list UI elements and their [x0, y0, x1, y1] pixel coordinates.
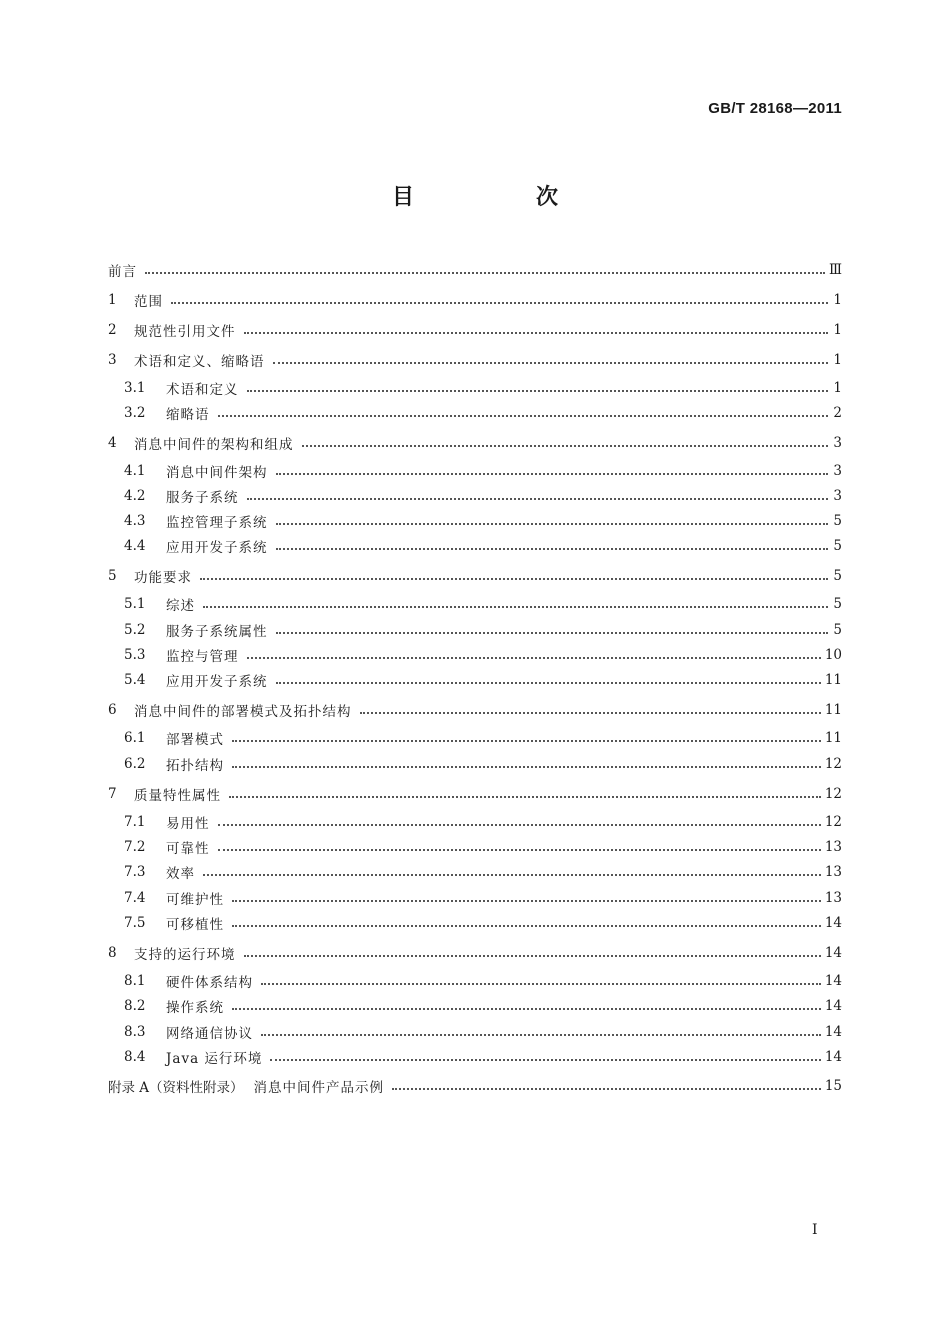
toc-entry-page: 14	[824, 998, 842, 1014]
dot-leader	[247, 390, 829, 392]
toc-entry-number: 8.3	[124, 1024, 146, 1040]
toc-entry-label: 缩略语	[166, 407, 210, 423]
toc-entry-label: 术语和定义	[166, 382, 239, 398]
toc-entry-label: 消息中间件架构	[166, 465, 268, 481]
dot-leader	[218, 415, 829, 417]
toc-entry-label: 监控管理子系统	[166, 515, 268, 531]
toc-entry-number: 4.3	[124, 513, 146, 529]
toc-entry[interactable]	[124, 670, 842, 690]
dot-leader	[244, 955, 821, 957]
toc-entry-page: 12	[824, 786, 842, 802]
toc-entry-number: 6	[108, 702, 117, 718]
toc-entry-number: 7.1	[124, 814, 146, 830]
toc-entry-page: 14	[824, 1024, 842, 1040]
toc-entry-label: 效率	[166, 866, 195, 882]
toc-entry-page: 3	[833, 463, 842, 479]
toc-entry-page: 1	[833, 292, 842, 308]
dot-leader	[247, 498, 829, 500]
toc-entry-page: 1	[833, 322, 842, 338]
toc-entry-label: Java 运行环境	[166, 1051, 263, 1067]
toc-entry[interactable]	[108, 350, 842, 370]
dot-leader	[232, 900, 821, 902]
toc-entry-number: 7.4	[124, 890, 146, 906]
toc-entry-number: 6.2	[124, 756, 146, 772]
toc-entry-number: 8	[108, 945, 117, 961]
toc-entry-page: 12	[824, 814, 842, 830]
toc-entry-label: 可维护性	[166, 892, 224, 908]
toc-entry[interactable]	[124, 754, 842, 774]
toc-entry-number: 3	[108, 352, 117, 368]
dot-leader	[276, 473, 829, 475]
toc-entry-page: 10	[824, 647, 842, 663]
toc-entry[interactable]	[124, 913, 842, 933]
toc-entry-label: 部署模式	[166, 732, 224, 748]
toc-entry-page: 12	[824, 756, 842, 772]
dot-leader	[145, 272, 825, 274]
dot-leader	[232, 1008, 821, 1010]
toc-entry-label: 监控与管理	[166, 649, 239, 665]
toc-entry-label: 服务子系统属性	[166, 624, 268, 640]
toc-entry-page: 14	[824, 973, 842, 989]
dot-leader	[218, 824, 821, 826]
dot-leader	[276, 682, 821, 684]
toc-entry-page: 11	[824, 672, 842, 688]
toc-entry[interactable]	[108, 433, 842, 453]
dot-leader	[232, 740, 821, 742]
dot-leader	[273, 362, 829, 364]
toc-entry-number: 附录 A（资料性附录）	[108, 1080, 244, 1096]
toc-entry-label: 质量特性属性	[134, 788, 221, 804]
toc-entry-page: 2	[833, 405, 842, 421]
toc-entry[interactable]	[124, 888, 842, 908]
toc-entry[interactable]	[124, 971, 842, 991]
toc-entry-page: 11	[824, 730, 842, 746]
toc-entry[interactable]	[124, 728, 842, 748]
toc-entry[interactable]	[108, 1076, 842, 1096]
dot-leader	[171, 302, 828, 304]
dot-leader	[200, 578, 828, 580]
toc-entry-number: 5	[108, 568, 117, 584]
toc-entry-label: 服务子系统	[166, 490, 239, 506]
toc-entry-label: 支持的运行环境	[134, 947, 236, 963]
toc-entry[interactable]	[124, 862, 842, 882]
toc-entry-label: 消息中间件的部署模式及拓扑结构	[134, 704, 352, 720]
dot-leader	[203, 874, 821, 876]
toc-entry[interactable]	[124, 536, 842, 556]
toc-entry-number: 5.3	[124, 647, 146, 663]
toc-entry-label: 术语和定义、缩略语	[134, 354, 265, 370]
toc-entry-label: 规范性引用文件	[134, 324, 236, 340]
toc-entry-label: 消息中间件的架构和组成	[134, 437, 294, 453]
toc-entry[interactable]	[108, 260, 842, 280]
toc-entry-label: 前言	[108, 264, 137, 280]
toc-entry-label: 可移植性	[166, 917, 224, 933]
toc-entry-page: 11	[824, 702, 842, 718]
toc-entry[interactable]	[108, 784, 842, 804]
toc-entry-label: 应用开发子系统	[166, 540, 268, 556]
dot-leader	[261, 983, 821, 985]
toc-entry-page: 3	[833, 435, 842, 451]
toc-entry[interactable]	[108, 566, 842, 586]
toc-entry-page: 13	[824, 839, 842, 855]
toc-entry[interactable]	[124, 511, 842, 531]
toc-entry-number: 4.1	[124, 463, 146, 479]
toc-entry-number: 3.1	[124, 380, 146, 396]
toc-entry[interactable]	[124, 594, 842, 614]
toc-entry[interactable]	[124, 378, 842, 398]
toc-entry-page: Ⅲ	[828, 262, 842, 278]
dot-leader	[244, 332, 829, 334]
toc-entry-label: 网络通信协议	[166, 1026, 253, 1042]
toc-entry-page: 15	[824, 1078, 842, 1094]
toc-entry[interactable]	[124, 837, 842, 857]
page-number: Ⅰ	[812, 1222, 818, 1238]
toc-entry-number: 5.4	[124, 672, 146, 688]
toc-entry-label: 易用性	[166, 816, 210, 832]
toc-entry-number: 8.4	[124, 1049, 146, 1065]
dot-leader	[218, 849, 821, 851]
toc-entry[interactable]	[124, 461, 842, 481]
toc-entry[interactable]	[108, 700, 842, 720]
toc-entry-page: 5	[833, 538, 842, 554]
dot-leader	[360, 712, 821, 714]
toc-entry-number: 4.2	[124, 488, 146, 504]
toc-entry-page: 5	[833, 568, 842, 584]
toc-entry-label: 可靠性	[166, 841, 210, 857]
toc-entry-page: 5	[833, 513, 842, 529]
toc-entry-page: 3	[833, 488, 842, 504]
toc-entry-label: 范围	[134, 294, 163, 310]
toc-entry-label: 应用开发子系统	[166, 674, 268, 690]
toc-entry[interactable]	[124, 1047, 842, 1067]
toc-title: 目 次	[391, 185, 608, 210]
toc-entry-page: 14	[824, 1049, 842, 1065]
toc-entry-number: 6.1	[124, 730, 146, 746]
dot-leader	[276, 548, 829, 550]
toc-entry-number: 5.1	[124, 596, 146, 612]
dot-leader	[302, 445, 829, 447]
toc-entry[interactable]	[124, 645, 842, 665]
toc-entry-label: 功能要求	[134, 570, 192, 586]
toc-entry-number: 4	[108, 435, 117, 451]
dot-leader	[276, 632, 829, 634]
dot-leader	[270, 1059, 820, 1061]
dot-leader	[203, 606, 828, 608]
toc-entry-number: 7.3	[124, 864, 146, 880]
toc-entry[interactable]	[124, 1022, 842, 1042]
toc-entry[interactable]	[124, 403, 842, 423]
toc-entry-number: 4.4	[124, 538, 146, 554]
toc-entry-number: 7.5	[124, 915, 146, 931]
toc-entry[interactable]	[108, 943, 842, 963]
toc-entry[interactable]	[124, 486, 842, 506]
toc-entry-page: 1	[833, 380, 842, 396]
toc-entry-number: 7	[108, 786, 117, 802]
toc-entry-label: 综述	[166, 598, 195, 614]
toc-entry[interactable]	[108, 320, 842, 340]
toc-entry-number: 8.2	[124, 998, 146, 1014]
toc-entry-page: 14	[824, 945, 842, 961]
dot-leader	[247, 657, 821, 659]
dot-leader	[276, 523, 829, 525]
dot-leader	[232, 925, 821, 927]
toc-entry-page: 5	[833, 622, 842, 638]
dot-leader	[232, 766, 821, 768]
dot-leader	[229, 796, 821, 798]
dot-leader	[261, 1034, 821, 1036]
toc-entry-number: 8.1	[124, 973, 146, 989]
toc-entry[interactable]	[108, 290, 842, 310]
toc-entry[interactable]	[124, 996, 842, 1016]
toc-entry-number: 5.2	[124, 622, 146, 638]
toc-entry-page: 13	[824, 890, 842, 906]
toc-entry-page: 5	[833, 596, 842, 612]
dot-leader	[392, 1088, 821, 1090]
toc-entry-label: 硬件体系结构	[166, 975, 253, 991]
toc-entry-label: 操作系统	[166, 1000, 224, 1016]
toc-entry[interactable]	[124, 620, 842, 640]
toc-entry-number: 2	[108, 322, 117, 338]
standard-code: GB/T 28168—2011	[708, 100, 842, 117]
toc-entry-label: 拓扑结构	[166, 758, 224, 774]
toc-entry-number: 7.2	[124, 839, 146, 855]
toc-entry-page: 1	[833, 352, 842, 368]
toc-entry[interactable]	[124, 812, 842, 832]
toc-entry-label: 消息中间件产品示例	[253, 1080, 385, 1096]
toc-entry-page: 14	[824, 915, 842, 931]
toc-entry-number: 3.2	[124, 405, 146, 421]
toc-entry-number: 1	[108, 292, 117, 308]
toc-entry-page: 13	[824, 864, 842, 880]
